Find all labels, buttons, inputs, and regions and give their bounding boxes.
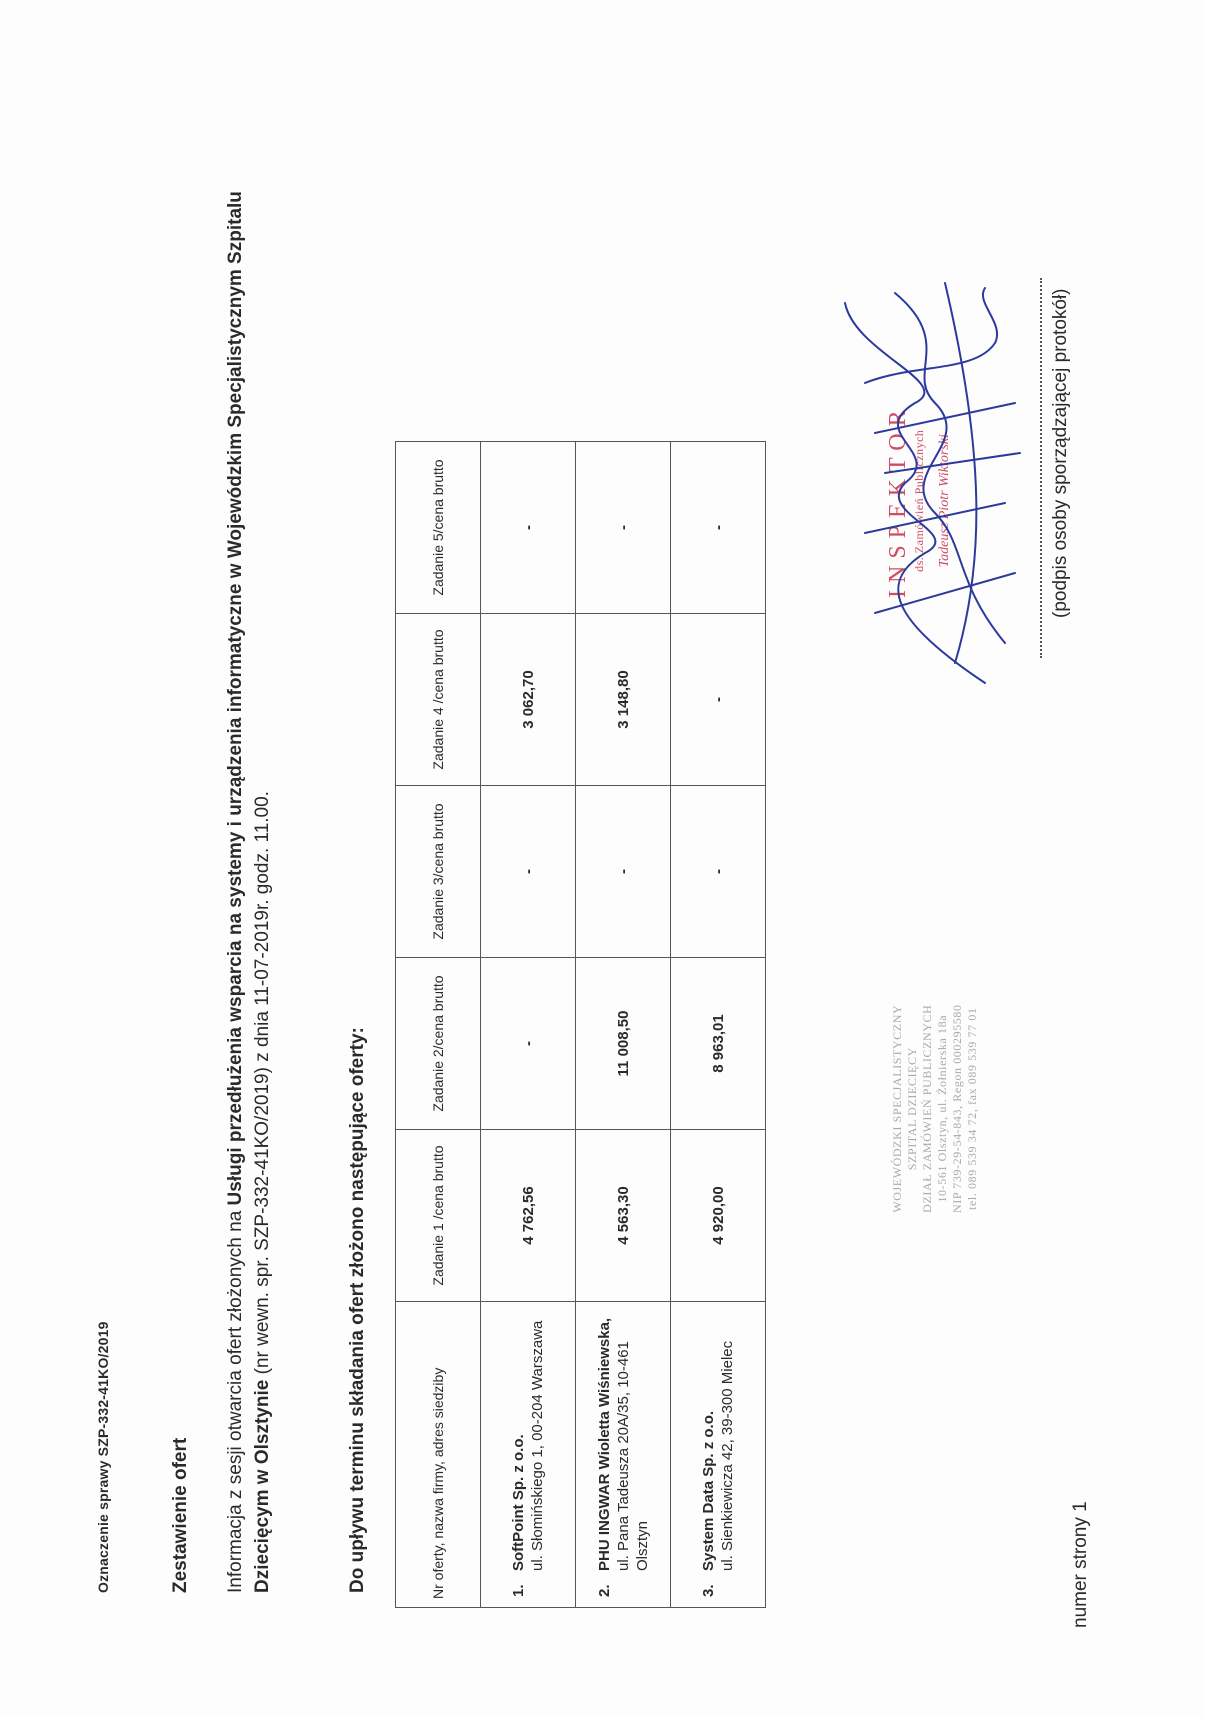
intro-post: (nr wewn. spr. SZP-332-41KO/2019) z dnia 11-07-2019r. godz. 11.00. [252,791,273,1375]
price-task-2: - [481,958,576,1130]
price-task-5: - [576,442,671,614]
stamp-line: 10-561 Olsztyn, ul. Żołnierska 18a [935,1014,949,1203]
handwritten-signature [835,273,1035,703]
vendor-address: ul. Sienkiewicza 42, 39-300 Mielec [719,1340,736,1571]
price-task-3: - [671,786,766,958]
intro-pre: Informacja z sesji otwarcia ofert złożonych na [225,1210,246,1593]
column-header-task-5: Zadanie 5/cena brutto [396,442,481,614]
column-header-task-4: Zadanie 4 /cena brutto [396,614,481,786]
signature-dotted-line [1040,278,1042,658]
offers-table [395,441,766,1608]
vendor-address: ul. Pana Tadeusza 20A/35, 10-461 Olsztyn [614,1341,651,1571]
table-row [481,442,576,1608]
vendor-name: System Data Sp. z o.o. [700,1410,717,1571]
price-task-5: - [671,442,766,614]
offer-number: 1. [510,1584,527,1597]
column-header-task-3: Zadanie 3/cena brutto [396,786,481,958]
stamp-line: tel. 089 539 34 72, fax 089 539 77 01 [965,1007,979,1210]
stamp-line: SZPITAL DZIECIĘCY [905,1047,919,1171]
intro-paragraph [222,143,276,1593]
column-header-vendor: Nr oferty, nazwa firmy, adres siedziby [396,1302,481,1608]
price-task-1: 4 563,30 [576,1130,671,1302]
stamp-line: WOJEWÓDZKI SPECJALISTYCZNY [890,1004,904,1213]
price-task-3: - [481,786,576,958]
price-task-4: - [671,614,766,786]
column-header-task-1: Zadanie 1 /cena brutto [396,1130,481,1302]
inspector-stamp-title: INSPEKTOR [885,403,911,598]
price-task-2: 11 008,50 [576,958,671,1130]
signature-caption: (podpis osoby sporządzającej protokół) [1050,288,1071,618]
signature-stroke [865,288,997,383]
section-heading: Do upływu terminu składania ofert złożono następujące oferty: [347,1027,368,1593]
table-row [671,442,766,1608]
stamp-line: NIP 739-29-54-843, Regon 000295580 [950,1004,964,1213]
price-task-4: 3 062,70 [481,614,576,786]
offer-number: 3. [700,1584,717,1597]
case-reference: Oznaczenie sprawy SZP-332-41KO/2019 [95,1321,111,1593]
table-row [576,442,671,1608]
intro-subject: Usługi przedłużenia wsparcia na systemy i urządzenia informatyczne w Wojewódzkim Specjalistycznym Szpitalu Dziecięcym w Olsztynie [225,191,273,1593]
page-number: numer strony 1 [1070,1501,1091,1628]
inspector-stamp-name: Tadeusz Piotr Wiktorski [937,434,952,568]
signature-stroke [865,403,1020,613]
offer-number: 2. [595,1584,613,1597]
price-task-4: 3 148,80 [576,614,671,786]
vendor-name: SoftPoint Sp. z o.o. [510,1434,527,1571]
price-task-2: 8 963,01 [671,958,766,1130]
signature-stroke [895,293,1005,643]
price-task-3: - [576,786,671,958]
column-header-task-2: Zadanie 2/cena brutto [396,958,481,1130]
price-task-5: - [481,442,576,614]
table-header-row [396,442,481,1608]
signature-stroke [945,283,976,663]
vendor-cell [671,1302,766,1608]
stamp-line: DZIAŁ ZAMÓWIEŃ PUBLICZNYCH [920,1004,934,1213]
inspector-stamp-role: ds. Zamówień Publicznych [912,429,926,572]
price-task-1: 4 920,00 [671,1130,766,1302]
vendor-cell [481,1302,576,1608]
price-task-1: 4 762,56 [481,1130,576,1302]
vendor-name: PHU INGWAR Wioletta Wiśniewska, [595,1317,613,1571]
document-title: Zestawienie ofert [170,1437,191,1593]
vendor-address: ul. Słomińskiego 1, 00-204 Warszawa [529,1320,546,1571]
vendor-cell [576,1302,671,1608]
hospital-stamp [890,1004,980,1213]
